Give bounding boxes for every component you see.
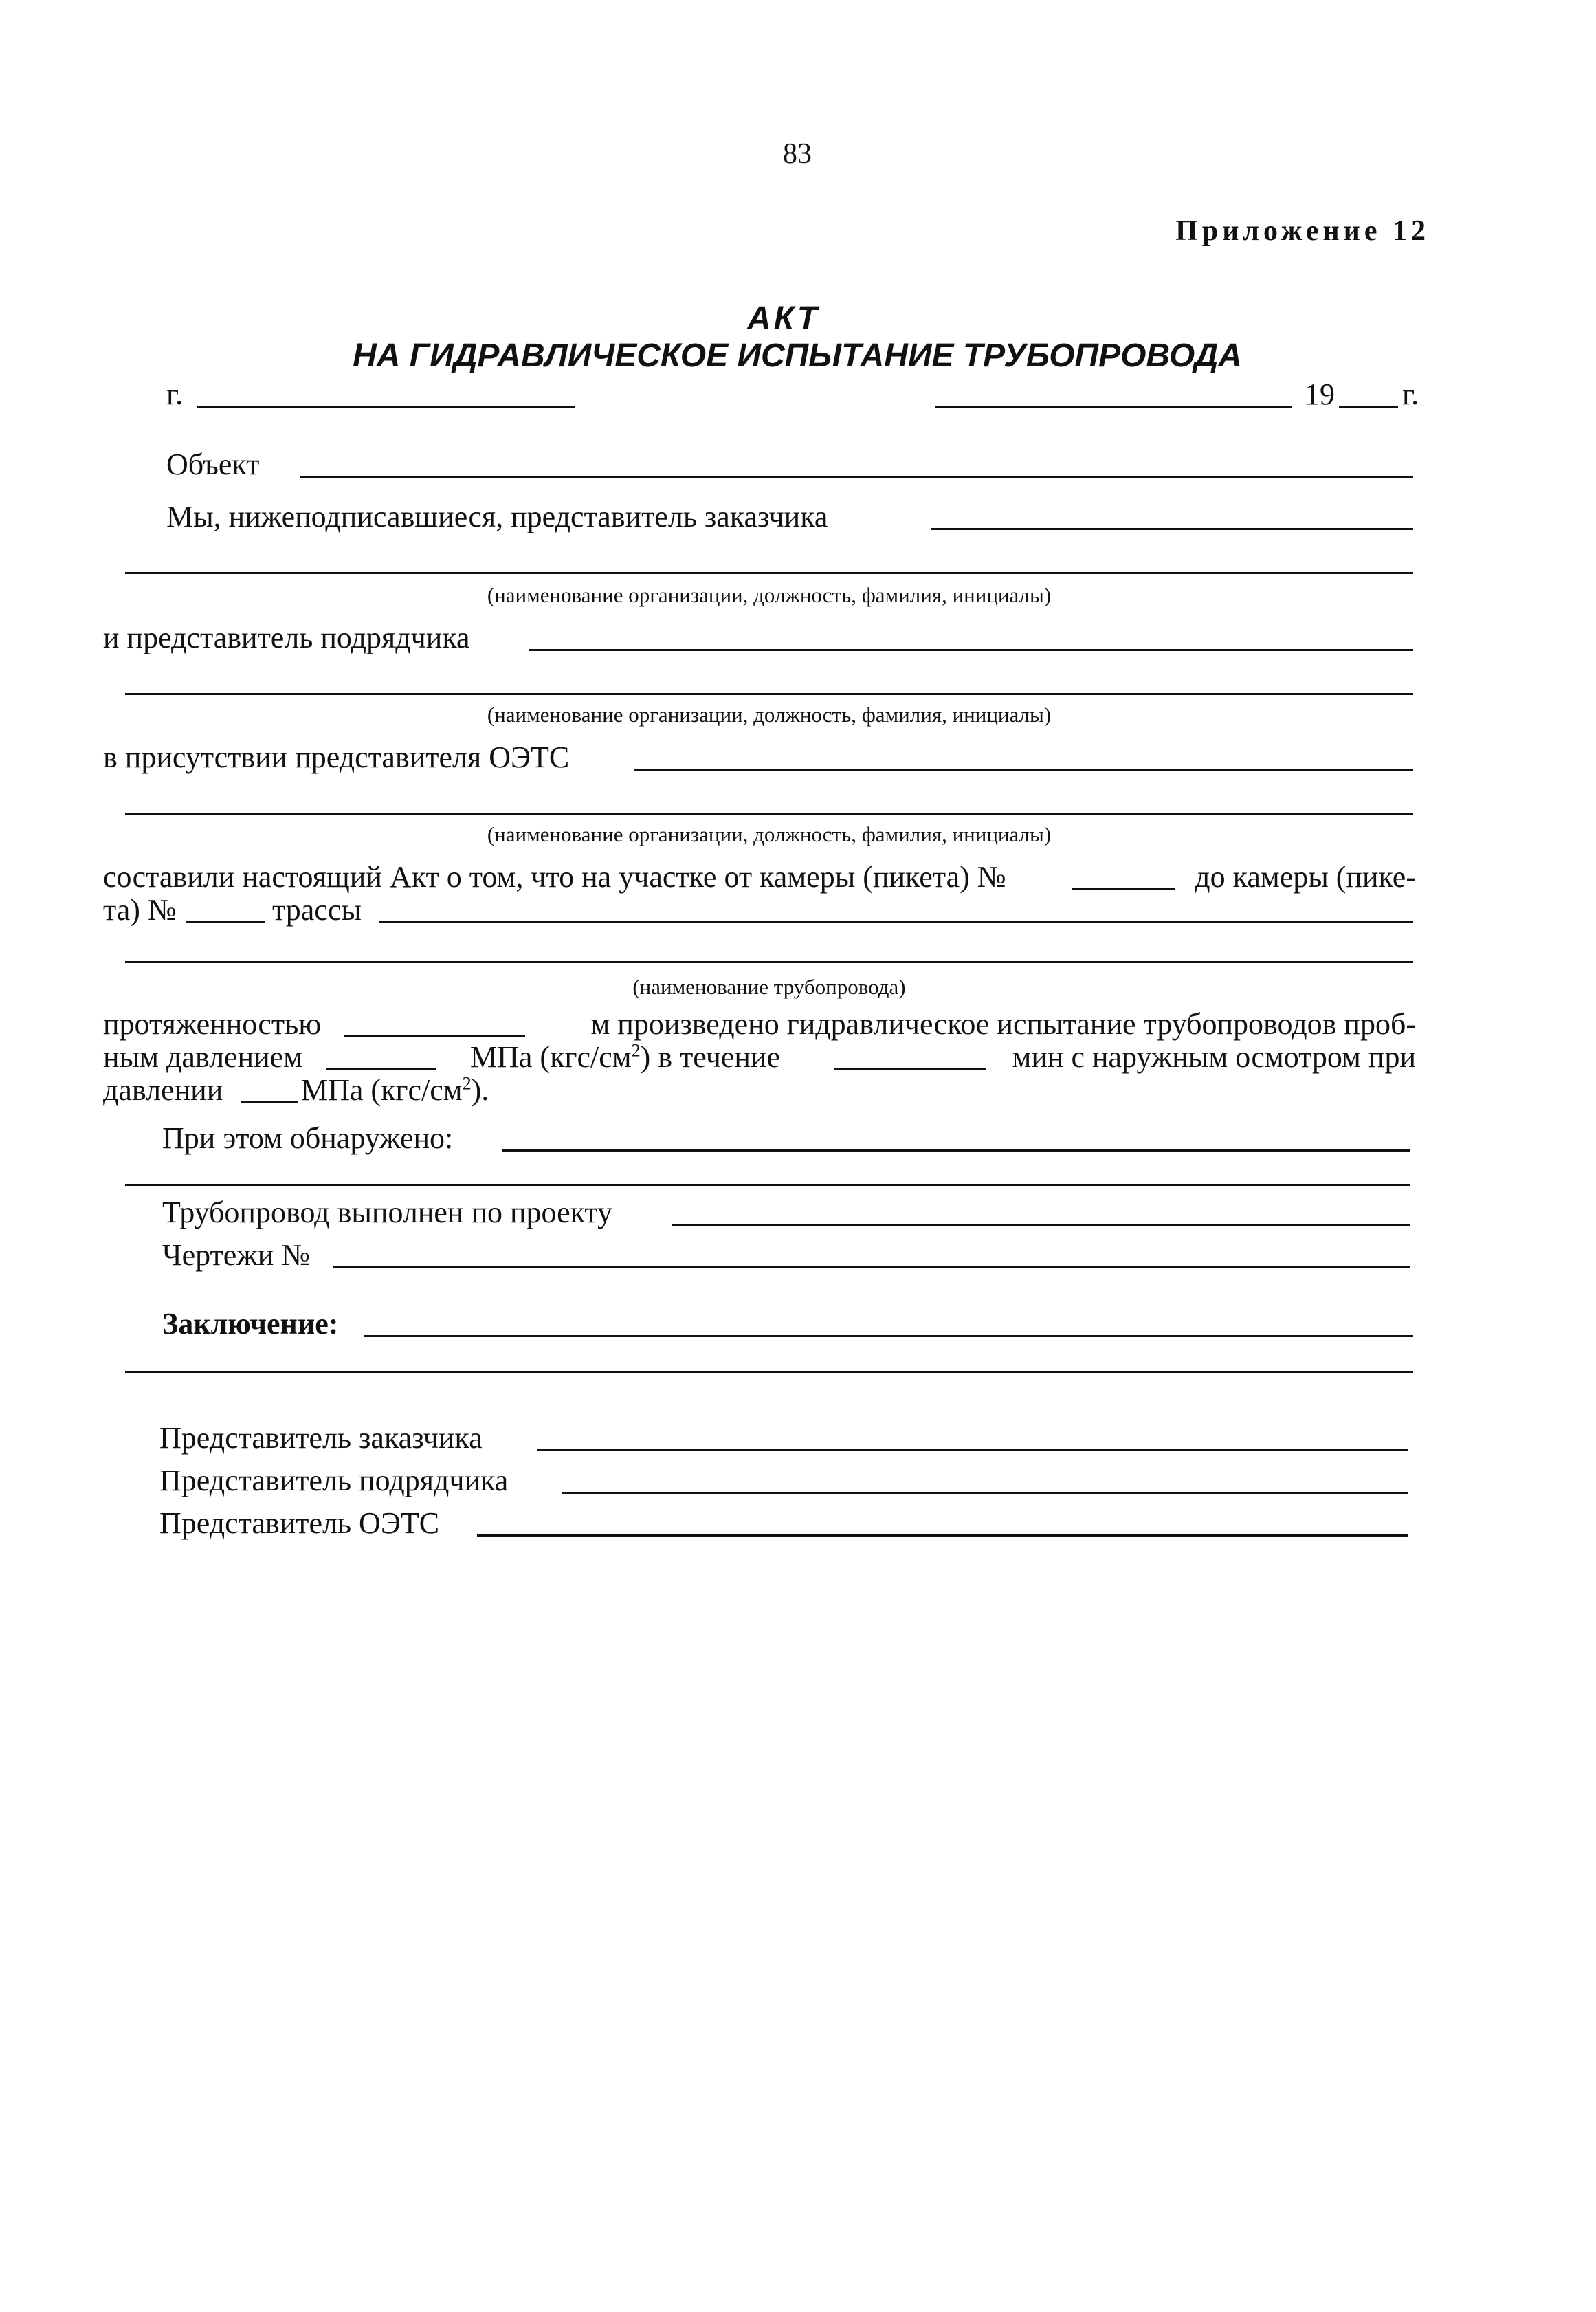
customer-rep-field[interactable] bbox=[931, 528, 1413, 530]
inspection-unit-close: ). bbox=[471, 1073, 489, 1107]
appendix-label: Приложение 12 bbox=[1175, 215, 1430, 247]
signature-contractor-field[interactable] bbox=[562, 1492, 1408, 1494]
object-label: Объект bbox=[166, 448, 260, 481]
pressure-label: ным давлением bbox=[103, 1040, 303, 1074]
route-field[interactable] bbox=[379, 921, 1413, 923]
year-suffix: г. bbox=[1402, 377, 1419, 411]
signature-oets-field[interactable] bbox=[477, 1534, 1408, 1537]
object-field[interactable] bbox=[300, 476, 1413, 478]
design-label: Трубопровод выполнен по проекту bbox=[162, 1196, 613, 1229]
doc-title-line2: НА ГИДРАВЛИЧЕСКОЕ ИСПЫТАНИЕ ТРУБОПРОВОДА bbox=[353, 338, 1242, 374]
customer-rep-field-2[interactable] bbox=[125, 572, 1413, 574]
inspection-unit-text: МПа (кгс/см bbox=[301, 1073, 463, 1107]
conclusion-label: Заключение: bbox=[162, 1307, 339, 1341]
page-number: 83 bbox=[783, 138, 812, 170]
inspection-pressure-field[interactable] bbox=[241, 1101, 298, 1103]
duration-field[interactable] bbox=[834, 1068, 986, 1070]
city-field[interactable] bbox=[197, 406, 575, 408]
signature-oets-label: Представитель ОЭТС bbox=[159, 1506, 440, 1540]
pressure-unit bbox=[470, 1039, 780, 1075]
caption-pipeline: (наименование трубопровода) bbox=[632, 975, 906, 999]
route-field-2[interactable] bbox=[125, 961, 1413, 963]
conclusion-field-2[interactable] bbox=[125, 1371, 1413, 1373]
caption-org-1: (наименование организации, должность, фамилия, инициалы) bbox=[487, 583, 1052, 607]
composed-line1-b: до камеры (пике- bbox=[1195, 860, 1416, 894]
composed-line2-a: та) № bbox=[103, 893, 177, 927]
design-field[interactable] bbox=[672, 1224, 1410, 1226]
contractor-label: и представитель подрядчика bbox=[103, 621, 470, 654]
unit-superscript-2: 2 bbox=[462, 1073, 472, 1094]
signature-customer-field[interactable] bbox=[537, 1449, 1408, 1451]
oets-rep-field-2[interactable] bbox=[125, 813, 1413, 815]
test-pressure-field[interactable] bbox=[326, 1068, 436, 1070]
city-prefix: г. bbox=[166, 377, 184, 411]
signature-contractor-label: Представитель подрядчика bbox=[159, 1464, 509, 1497]
pressure-unit-text: МПа (кгс/см bbox=[470, 1040, 632, 1074]
found-field[interactable] bbox=[502, 1149, 1410, 1152]
year-field[interactable] bbox=[1339, 406, 1398, 408]
doc-title-line1: АКТ bbox=[746, 300, 821, 337]
duration-label: ) в течение bbox=[640, 1040, 781, 1074]
length-field[interactable] bbox=[344, 1035, 525, 1037]
found-field-2[interactable] bbox=[125, 1184, 1410, 1186]
inspection-text: мин с наружным осмотром при bbox=[1012, 1040, 1416, 1074]
caption-org-2: (наименование организации, должность, фамилия, инициалы) bbox=[487, 703, 1052, 727]
conclusion-field[interactable] bbox=[364, 1335, 1413, 1337]
unit-superscript: 2 bbox=[631, 1040, 641, 1061]
date-field[interactable] bbox=[935, 406, 1292, 408]
found-label: При этом обнаружено: bbox=[162, 1121, 454, 1155]
drawings-field[interactable] bbox=[333, 1266, 1410, 1268]
oets-rep-field[interactable] bbox=[634, 769, 1413, 771]
from-chamber-field[interactable] bbox=[1072, 888, 1175, 890]
composed-line2-b: трассы bbox=[272, 893, 362, 927]
contractor-rep-field-2[interactable] bbox=[125, 693, 1413, 695]
presence-label: в присутствии представителя ОЭТС bbox=[103, 740, 570, 774]
drawings-label: Чертежи № bbox=[162, 1238, 311, 1272]
to-chamber-field[interactable] bbox=[186, 921, 265, 923]
year-prefix: 19 bbox=[1305, 377, 1335, 411]
length-text: м произведено гидравлическое испытание трубопроводов проб- bbox=[590, 1007, 1416, 1041]
caption-org-3: (наименование организации, должность, фамилия, инициалы) bbox=[487, 822, 1052, 846]
contractor-rep-field[interactable] bbox=[529, 649, 1413, 651]
inspection-pressure-unit bbox=[301, 1072, 489, 1108]
inspection-pressure-label: давлении bbox=[103, 1073, 223, 1107]
we-undersigned-label: Мы, нижеподписавшиеся, представитель заказчика bbox=[166, 500, 828, 533]
signature-customer-label: Представитель заказчика bbox=[159, 1421, 483, 1455]
composed-line1-a: составили настоящий Акт о том, что на участке от камеры (пикета) № bbox=[103, 860, 1006, 894]
length-label: протяженностью bbox=[103, 1007, 322, 1041]
